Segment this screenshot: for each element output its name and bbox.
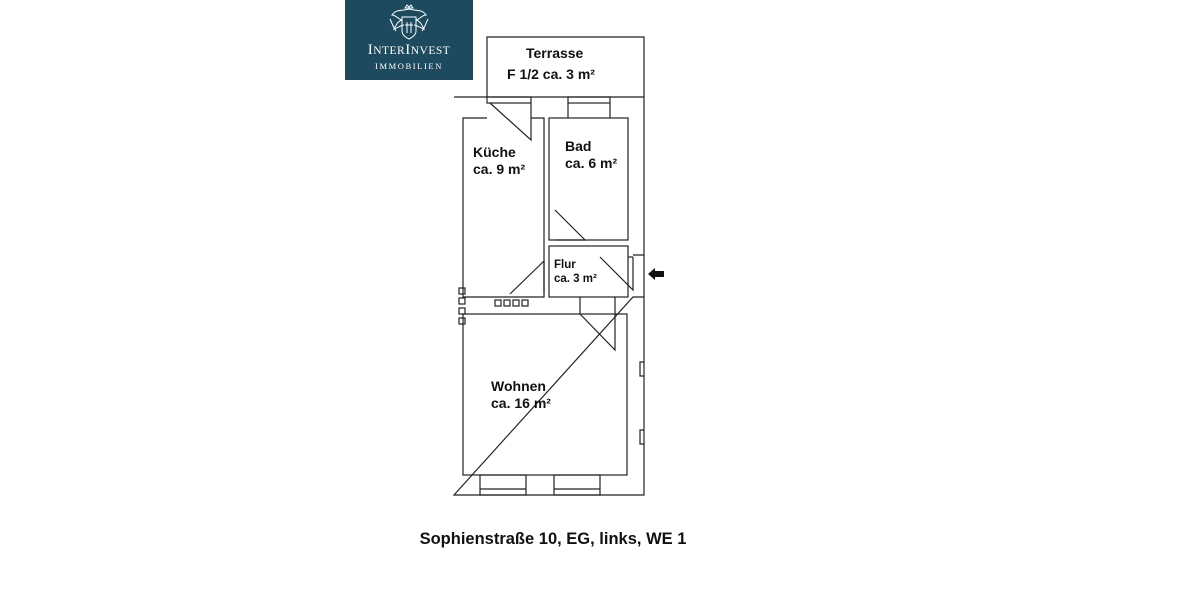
- living-window-1: [480, 475, 526, 495]
- kitchen-area: ca. 9 m²: [473, 161, 526, 177]
- living-door-swing: [580, 314, 615, 350]
- living-window-2: [554, 475, 600, 495]
- address-caption: Sophienstraße 10, EG, links, WE 1: [419, 530, 687, 548]
- terrace-name: Terrasse: [526, 45, 584, 61]
- kitchen-hall-door-swing: [510, 261, 544, 294]
- kitchen-terrace-door-swing: [490, 103, 531, 140]
- bath-name: Bad: [565, 138, 592, 154]
- living-name: Wohnen: [491, 378, 546, 394]
- hall-area: ca. 3 m²: [554, 273, 597, 285]
- bath-door-swing: [555, 210, 585, 240]
- hall-walls: [549, 246, 628, 297]
- bath-area: ca. 6 m²: [565, 155, 618, 171]
- hall-name: Flur: [554, 259, 576, 271]
- living-area: ca. 16 m²: [491, 395, 551, 411]
- bath-window: [568, 97, 610, 103]
- terrace-area: F 1/2 ca. 3 m²: [507, 66, 595, 82]
- logo-subtitle: IMMOBILIEN: [375, 61, 443, 71]
- bath-walls: [549, 118, 628, 240]
- kitchen-name: Küche: [473, 144, 516, 160]
- arrow-left-icon: [648, 268, 664, 280]
- terrace-door-frame: [487, 97, 531, 103]
- logo-name: INTERINVEST: [367, 42, 451, 58]
